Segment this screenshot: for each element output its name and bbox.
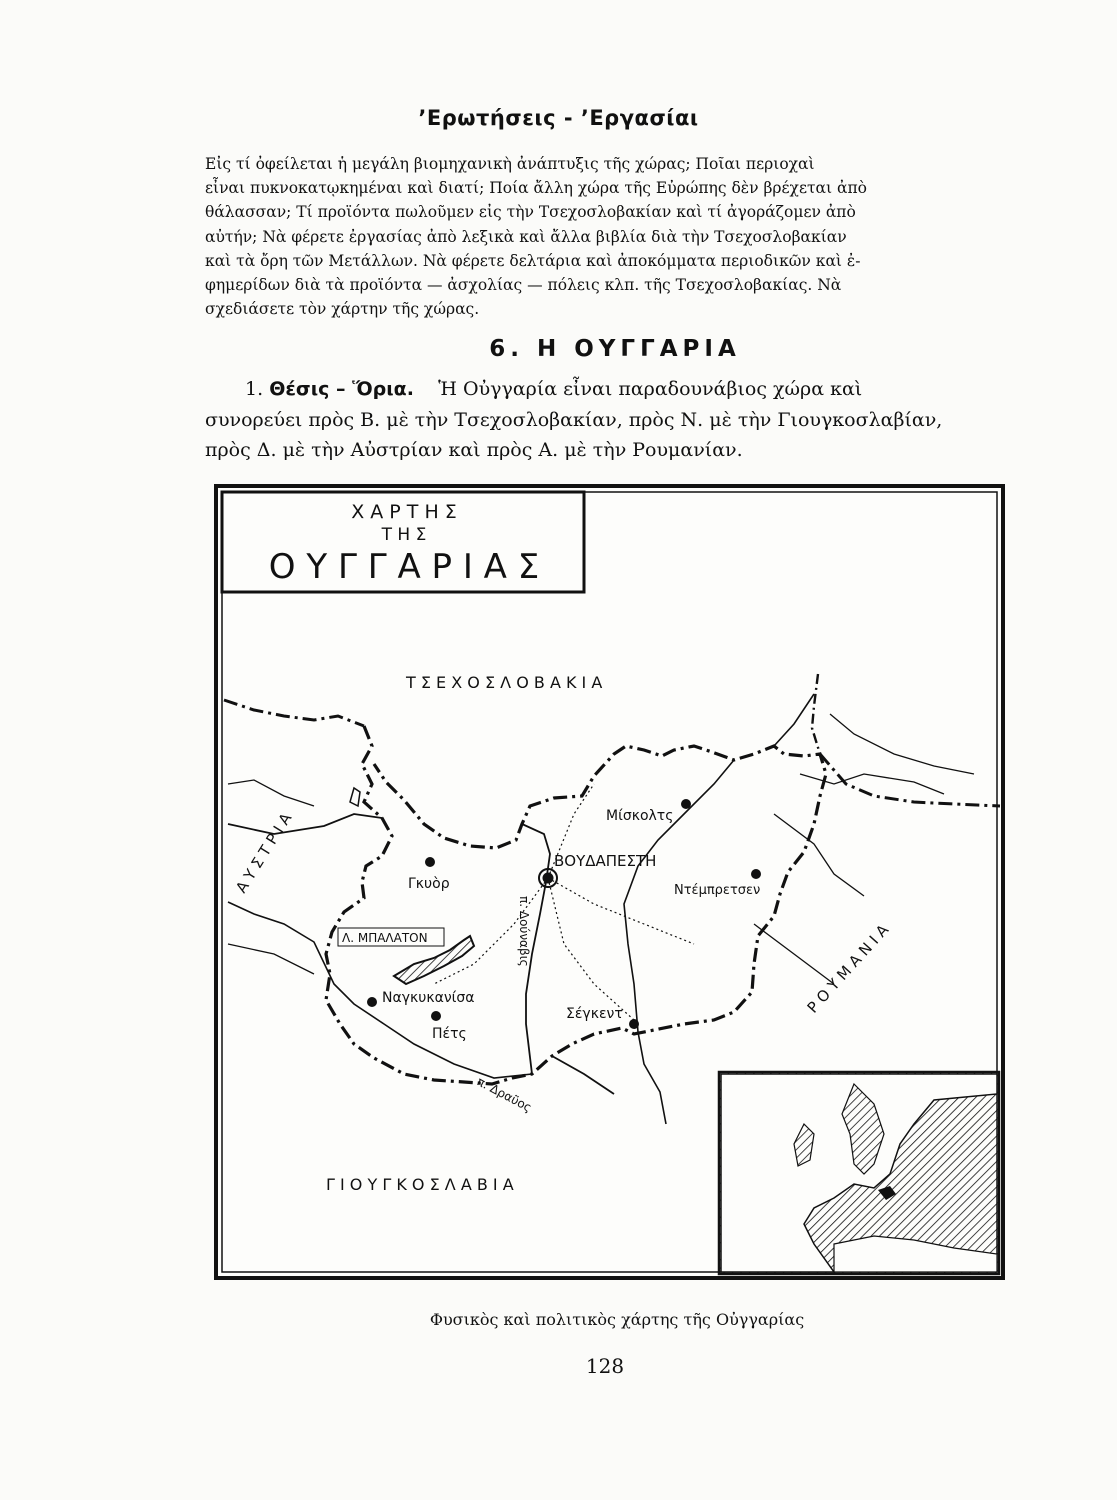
city-label-nagykanizsa: Ναγκυκανίσα	[382, 990, 475, 1006]
map-title-line2: Τ Η Σ	[381, 525, 427, 545]
page-number: 128	[585, 1354, 625, 1378]
city-label-szeged: Σέγκεντ	[566, 1006, 623, 1022]
questions-paragraph	[205, 152, 1027, 321]
label-romania: Ρ Ο Υ Μ Α Ν Ι Α	[803, 921, 893, 1017]
questions-line: καὶ τὰ ὄρη τῶν Μετάλλων. Νὰ φέρετε δελτάρια καὶ ἀποκόμματα περιοδικῶν καὶ ἐ-	[205, 251, 861, 270]
questions-line: εἶναι πυκνοκατῳκημέναι καὶ διατί; Ποία ἄλλη χώρα τῆς Εὐρώπης δὲν βρέχεται ἀπὸ	[205, 179, 868, 198]
map-title-line1: Χ Α Ρ Τ Η Σ	[351, 501, 457, 523]
label-danube: π. Δούναβις	[517, 896, 531, 967]
label-lake-balaton: Λ. ΜΠΑΛΑΤΟΝ	[342, 931, 428, 945]
section-heading: 6. Η ΟΥΓΓΑΡΙΑ	[489, 336, 741, 362]
city-label-pecs: Πέτς	[432, 1026, 467, 1042]
label-drava: π. Δραῦος	[474, 1074, 535, 1115]
questions-line: αὐτήν; Νὰ φέρετε ἐργασίας ἀπὸ λεξικὰ καὶ ἄλλα βιβλία διὰ τὴν Τσεχοσλοβακίαν	[205, 227, 847, 246]
map-title-box	[222, 492, 584, 592]
label-yugoslavia: Γ Ι Ο Υ Γ Κ Ο Σ Λ Α Β Ι Α	[326, 1175, 514, 1194]
section-line: πρὸς Δ. μὲ τὴν Αὐστρίαν καὶ πρὸς Α. μὲ τὴν Ρουμανίαν.	[205, 439, 743, 461]
city-label-budapest: ΒΟΥΔΑΠΕΣΤΗ	[554, 852, 657, 870]
city-label-miskolc: Μίσκολτς	[606, 808, 674, 824]
section-paragraph	[205, 374, 1027, 466]
questions-line: σχεδιάσετε τὸν χάρτην τῆς χώρας.	[205, 300, 480, 319]
section-line: Ἡ Οὐγγαρία εἶναι παραδουνάβιος χώρα καὶ	[438, 378, 863, 400]
europe-inset	[719, 1072, 999, 1274]
map-caption: Φυσικὸς καὶ πολιτικὸς χάρτης τῆς Οὐγγαρίας	[429, 1310, 805, 1329]
subsection-heading: Θέσις – Ὅρια.	[269, 378, 414, 400]
section-first-line	[205, 374, 1027, 405]
section-line: συνορεύει πρὸς Β. μὲ τὴν Τσεχοσλοβακίαν, πρὸς Ν. μὲ τὴν Γιουγκοσλαβίαν,	[205, 408, 943, 431]
questions-title: ’Ερωτήσεις - ’Εργασίαι	[418, 106, 699, 130]
city-label-debrecen: Ντέμπρετσεν	[674, 883, 761, 898]
map-title-line3: Ο Υ Γ Γ Α Ρ Ι Α Σ	[268, 547, 540, 587]
city-label-gyor: Γκυὸρ	[408, 876, 450, 892]
questions-line: φημερίδων διὰ τὰ προϊόντα — ἀσχολίας — πόλεις κλπ. τῆς Τσεχοσλοβακίας. Νὰ	[205, 276, 842, 295]
hungary-map	[214, 484, 1005, 1280]
label-austria: Α Υ Σ Τ Ρ Ι Α	[232, 809, 296, 897]
city-nagykanizsa	[367, 990, 474, 1007]
label-czechoslovakia: Τ Σ Ε Χ Ο Σ Λ Ο Β Α Κ Ι Α	[406, 673, 603, 692]
questions-line: Εἰς τί ὀφείλεται ἡ μεγάλη βιομηχανικὴ ἀνάπτυξις τῆς χώρας; Ποῖαι περιοχαὶ	[205, 155, 815, 173]
subsection-number: 1.	[245, 378, 264, 400]
questions-line: θάλασσαν; Τί προϊόντα πωλοῦμεν εἰς τὴν Τσεχοσλοβακίαν καὶ τί ἀγοράζομεν ἀπὸ	[205, 203, 856, 222]
